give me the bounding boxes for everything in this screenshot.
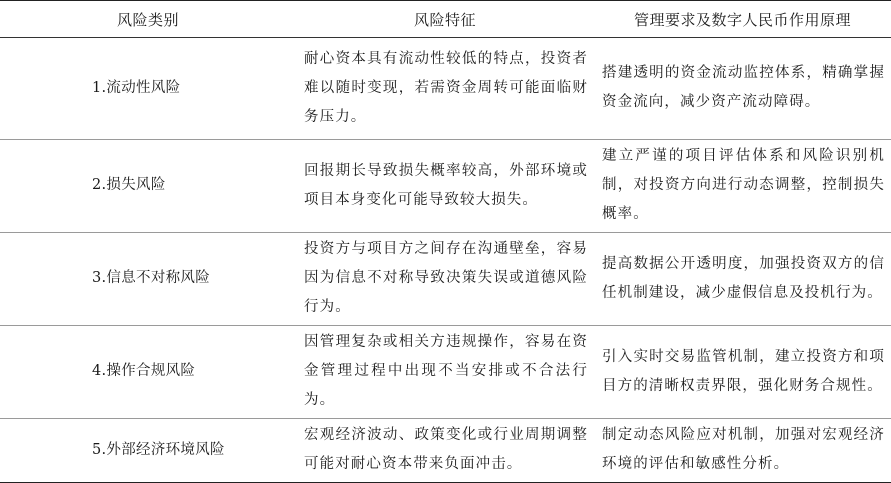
management-cell: 提高数据公开透明度，加强投资双方的信任机制建设，减少虚假信息及投机行为。 [594,233,891,326]
table-row [0,419,891,483]
risk-category-cell: 5.外部经济环境风险 [0,419,296,483]
table-row [0,38,891,140]
risk-features-cell: 因管理复杂或相关方违规操作，容易在资金管理过程中出现不当安排或不合法行为。 [296,326,594,419]
table-body [0,38,891,483]
management-cell: 建立严谨的项目评估体系和风险识别机制，对投资方向进行动态调整，控制损失概率。 [594,140,891,233]
table-row [0,233,891,326]
header-management-requirements: 管理要求及数字人民币作用原理 [594,1,891,38]
table-row [0,140,891,233]
risk-features-cell: 回报期长导致损失概率较高，外部环境或项目本身变化可能导致较大损失。 [296,140,594,233]
risk-category-cell: 1.流动性风险 [0,38,296,140]
table-row [0,326,891,419]
risk-category-cell: 4.操作合规风险 [0,326,296,419]
risk-category-cell: 3.信息不对称风险 [0,233,296,326]
risk-features-cell: 宏观经济波动、政策变化或行业周期调整可能对耐心资本带来负面冲击。 [296,419,594,483]
table-header [0,1,891,38]
management-cell: 搭建透明的资金流动监控体系，精确掌握资金流向，减少资产流动障碍。 [594,38,891,140]
risk-features-cell: 耐心资本具有流动性较低的特点，投资者难以随时变现，若需资金周转可能面临财务压力。 [296,38,594,140]
management-cell: 制定动态风险应对机制，加强对宏观经济环境的评估和敏感性分析。 [594,419,891,483]
management-cell: 引入实时交易监管机制，建立投资方和项目方的清晰权责界限，强化财务合规性。 [594,326,891,419]
header-row [0,1,891,38]
risk-category-cell: 2.损失风险 [0,140,296,233]
header-risk-category: 风险类别 [0,1,296,38]
header-risk-features: 风险特征 [296,1,594,38]
risk-features-cell: 投资方与项目方之间存在沟通壁垒，容易因为信息不对称导致决策失误或道德风险行为。 [296,233,594,326]
